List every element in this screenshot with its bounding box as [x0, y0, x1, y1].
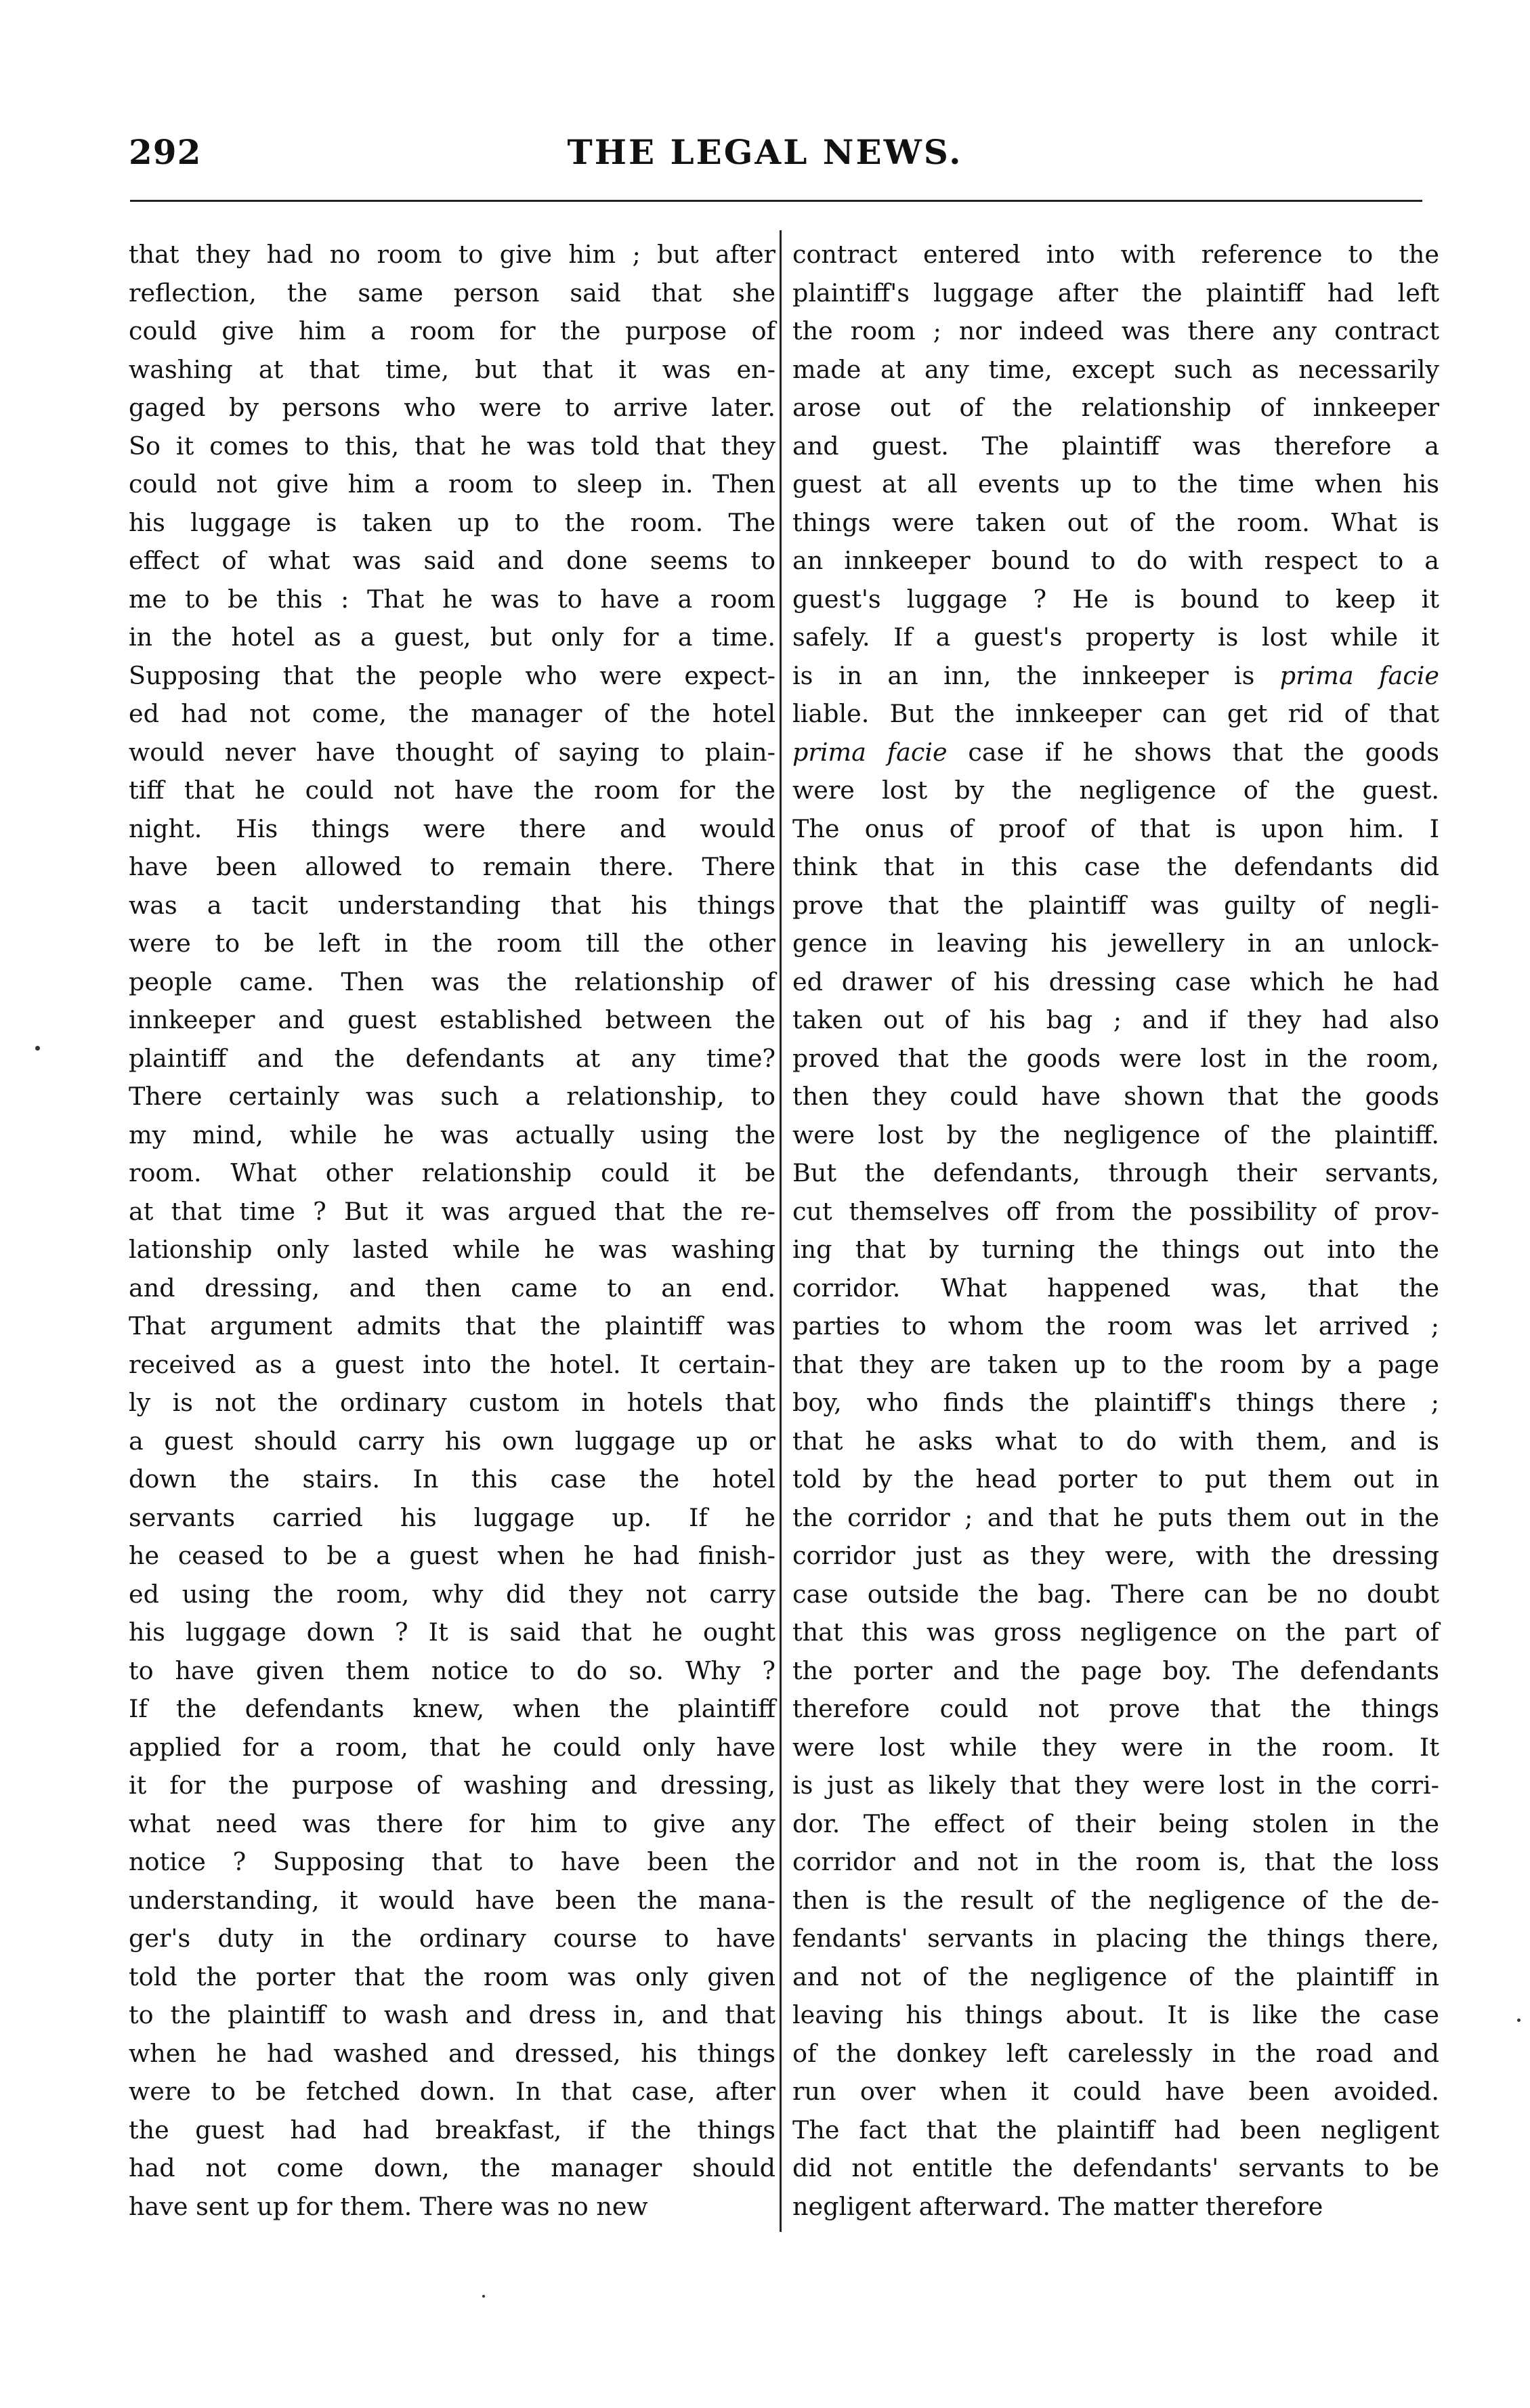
page-number: 292 — [129, 132, 202, 172]
text-line: told the porter that the room was only given — [129, 1962, 775, 1991]
text-line: gence in leaving his jewellery in an unlock- — [792, 929, 1439, 958]
text-line: prove that the plaintiff was guilty of negli- — [792, 890, 1439, 920]
text-line: did not entitle the defendants' servants to be — [792, 2153, 1439, 2182]
text-line: parties to whom the room was let arrived ; — [792, 1311, 1439, 1340]
text-line: liable. But the innkeeper can get rid of that — [792, 699, 1439, 728]
text-line: Supposing that the people who were expect- — [129, 660, 775, 690]
text-line: to the plaintiff to wash and dress in, and that — [129, 2000, 775, 2029]
text-line: run over when it could have been avoided. — [792, 2077, 1439, 2106]
text-line: prima facie case if he shows that the goods — [792, 737, 1439, 767]
text-line: The fact that the plaintiff had been negligent — [792, 2115, 1439, 2145]
text-line: his luggage is taken up to the room. The — [129, 507, 775, 537]
text-line: washing at that time, but that it was en- — [129, 354, 775, 384]
text-line: in the hotel as a guest, but only for a time. — [129, 622, 775, 652]
text-line: applied for a room, that he could only have — [129, 1732, 775, 1762]
text-line: ed using the room, why did they not carry — [129, 1579, 775, 1609]
text-line: of the donkey left carelessly in the road and — [792, 2038, 1439, 2068]
text-line: that they are taken up to the room by a page — [792, 1349, 1439, 1379]
text-line: plaintiff and the defendants at any time? — [129, 1043, 775, 1073]
text-line: But the defendants, through their servants, — [792, 1158, 1439, 1187]
text-line: were to be left in the room till the other — [129, 929, 775, 958]
text-line: taken out of his bag ; and if they had also — [792, 1005, 1439, 1034]
text-line: to have given them notice to do so. Why ? — [129, 1655, 775, 1685]
text-line: ed had not come, the manager of the hotel — [129, 699, 775, 728]
text-line: notice ? Supposing that to have been the — [129, 1847, 775, 1876]
text-line: is in an inn, the innkeeper is prima facie — [792, 660, 1440, 690]
text-line: what need was there for him to give any — [129, 1809, 775, 1838]
text-line: understanding, it would have been the mana- — [129, 1885, 775, 1915]
text-line: leaving his things about. It is like the case — [792, 2000, 1439, 2029]
text-line: fendants' servants in placing the things there, — [792, 1924, 1439, 1953]
text-line: arose out of the relationship of innkeeper — [792, 393, 1439, 422]
text-line: made at any time, except such as necessarily — [792, 354, 1439, 384]
text-line: cut themselves off from the possibility of prov- — [792, 1196, 1439, 1226]
text-line: the room ; nor indeed was there any contract — [792, 316, 1439, 345]
text-line: effect of what was said and done seems to — [129, 546, 775, 575]
text-line: that this was gross negligence on the part of — [792, 1618, 1439, 1647]
text-line: innkeeper and guest established between the — [129, 1005, 775, 1034]
text-line: ing that by turning the things out into the — [792, 1235, 1439, 1264]
text-line: and not of the negligence of the plaintiff in — [792, 1962, 1439, 1991]
text-line: ly is not the ordinary custom in hotels that — [129, 1388, 775, 1417]
text-line: were lost by the negligence of the plaintiff. — [792, 1120, 1439, 1149]
text-line: ed drawer of his dressing case which he had — [792, 967, 1439, 996]
text-line: then they could have shown that the goods — [792, 1082, 1439, 1111]
text-line: guest's luggage ? He is bound to keep it — [792, 584, 1439, 614]
text-line: were lost while they were in the room. It — [792, 1732, 1439, 1762]
text-line: negligent afterward. The matter therefore — [792, 2191, 1323, 2221]
text-line: the guest had had breakfast, if the things — [129, 2115, 775, 2145]
text-line: servants carried his luggage up. If he — [129, 1502, 775, 1532]
text-line: boy, who finds the plaintiff's things there ; — [792, 1388, 1439, 1417]
text-line: is just as likely that they were lost in the corri- — [792, 1771, 1439, 1800]
text-line: that he asks what to do with them, and is — [792, 1426, 1439, 1456]
text-line: corridor just as they were, with the dressing — [792, 1541, 1439, 1570]
header-rule — [130, 200, 1422, 202]
text-line: me to be this : That he was to have a room — [129, 584, 775, 614]
text-line: was a tacit understanding that his things — [129, 890, 775, 920]
print-speck — [1517, 2019, 1521, 2022]
left-column — [129, 236, 775, 2226]
text-line: would never have thought of saying to plain- — [129, 737, 775, 767]
text-line: gaged by persons who were to arrive later. — [129, 393, 775, 422]
text-line: dor. The effect of their being stolen in the — [792, 1809, 1439, 1838]
text-line: when he had washed and dressed, his things — [129, 2038, 775, 2068]
text-line: therefore could not prove that the things — [792, 1694, 1439, 1723]
text-line: the porter and the page boy. The defendants — [792, 1655, 1439, 1685]
text-line: The onus of proof of that is upon him. I — [792, 814, 1439, 843]
print-speck — [35, 1046, 40, 1051]
text-line: corridor. What happened was, that the — [792, 1273, 1439, 1303]
text-line: contract entered into with reference to the — [792, 240, 1439, 269]
text-line: received as a guest into the hotel. It certain- — [129, 1349, 775, 1379]
text-line: told by the head porter to put them out in — [792, 1464, 1439, 1494]
text-line: lationship only lasted while he was washing — [129, 1235, 775, 1264]
text-line: could not give him a room to sleep in. Then — [129, 469, 775, 499]
right-column — [792, 236, 1439, 2226]
column-divider — [780, 230, 782, 2232]
text-line: If the defendants knew, when the plaintiff — [129, 1694, 775, 1723]
text-line: an innkeeper bound to do with respect to a — [792, 546, 1439, 575]
text-line: had not come down, the manager should — [129, 2153, 775, 2182]
text-line: things were taken out of the room. What is — [792, 507, 1439, 537]
text-line: reflection, the same person said that she — [129, 278, 775, 308]
text-line: That argument admits that the plaintiff was — [129, 1311, 775, 1340]
text-line: he ceased to be a guest when he had finish- — [129, 1541, 775, 1570]
text-line: have been allowed to remain there. There — [129, 852, 775, 881]
text-line: a guest should carry his own luggage up or — [129, 1426, 775, 1456]
text-line: safely. If a guest's property is lost while it — [792, 622, 1439, 652]
text-line: corridor and not in the room is, that the loss — [792, 1847, 1439, 1876]
italic-phrase: prima facie — [792, 737, 948, 767]
text-line: it for the purpose of washing and dressing, — [129, 1771, 775, 1800]
text-line: proved that the goods were lost in the room, — [792, 1043, 1439, 1073]
text-line: plaintiff's luggage after the plaintiff had left — [792, 278, 1439, 308]
text-line: case outside the bag. There can be no doubt — [792, 1579, 1439, 1609]
text-line: have sent up for them. There was no new — [129, 2191, 648, 2221]
text-line: guest at all events up to the time when his — [792, 469, 1439, 499]
text-line: night. His things were there and would — [129, 814, 775, 843]
text-line: and guest. The plaintiff was therefore a — [792, 431, 1439, 461]
italic-phrase: prima facie — [1279, 660, 1440, 690]
text-line: the corridor ; and that he puts them out in the — [792, 1502, 1439, 1532]
text-line: people came. Then was the relationship of — [129, 967, 775, 996]
text-line: think that in this case the defendants did — [792, 852, 1439, 881]
text-line: then is the result of the negligence of the de- — [792, 1885, 1439, 1915]
text-line: that they had no room to give him ; but after — [129, 240, 775, 269]
text-line: were lost by the negligence of the guest. — [792, 776, 1439, 805]
text-line: and dressing, and then came to an end. — [129, 1273, 775, 1303]
text-line: down the stairs. In this case the hotel — [129, 1464, 775, 1494]
text-line: my mind, while he was actually using the — [129, 1120, 775, 1149]
running-title: THE LEGAL NEWS. — [567, 132, 963, 172]
text-line: his luggage down ? It is said that he ought — [129, 1618, 775, 1647]
text-line: There certainly was such a relationship, to — [129, 1082, 775, 1111]
text-line: tiff that he could not have the room for the — [129, 776, 775, 805]
text-line: could give him a room for the purpose of — [129, 316, 775, 345]
text-line: ger's duty in the ordinary course to have — [129, 1924, 775, 1953]
text-line: at that time ? But it was argued that the re- — [129, 1196, 775, 1226]
text-line: were to be fetched down. In that case, after — [129, 2077, 775, 2106]
print-speck — [482, 2295, 485, 2298]
text-line: So it comes to this, that he was told that they — [129, 431, 775, 461]
text-line: room. What other relationship could it be — [129, 1158, 775, 1187]
